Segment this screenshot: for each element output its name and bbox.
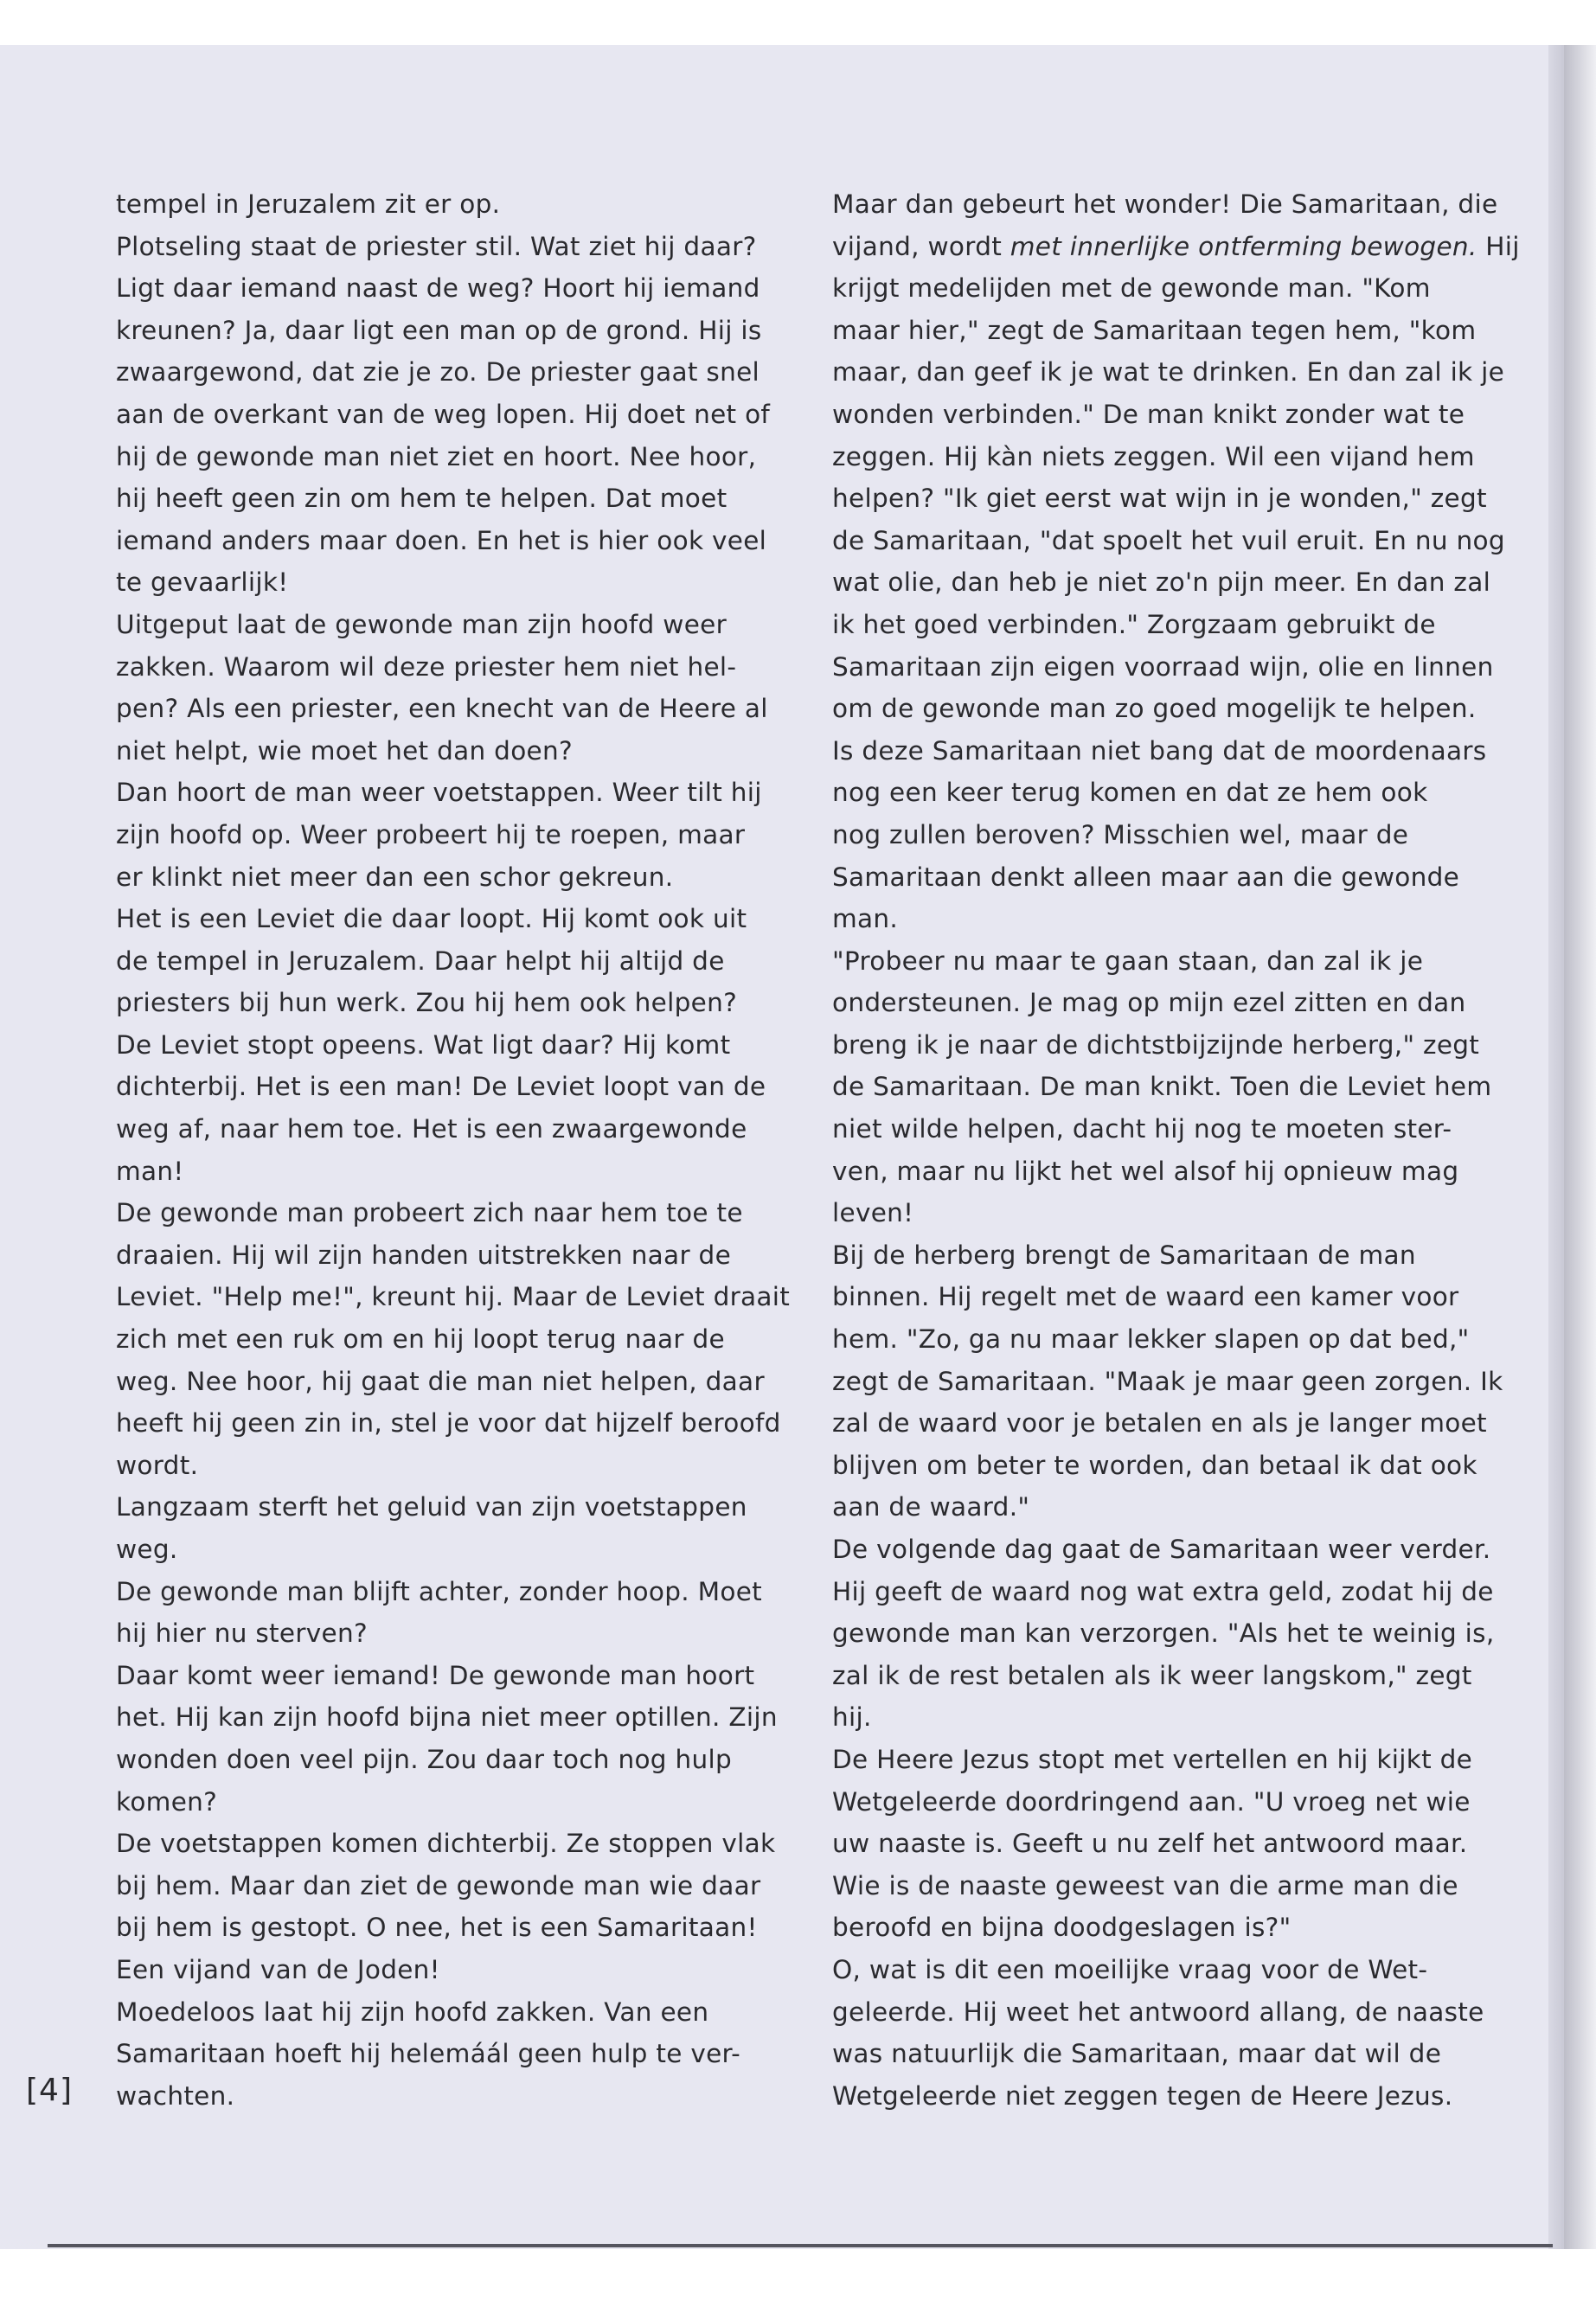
text-line: Wie is de naaste geweest van die arme man die bbox=[832, 1870, 1458, 1900]
text-line: zal de waard voor je betalen en als je langer moet bbox=[832, 1408, 1487, 1439]
text-line: heeft hij geen zin in, stel je voor dat hijzelf beroofd bbox=[116, 1408, 781, 1439]
text-line: Dan hoort de man weer voetstappen. Weer tilt hij bbox=[116, 778, 762, 808]
text-line: wat olie, dan heb je niet zo'n pijn meer. En dan zal bbox=[832, 567, 1491, 598]
text-line: hij de gewonde man niet ziet en hoort. Nee hoor, bbox=[116, 441, 757, 471]
text-line: iemand anders maar doen. En het is hier ook veel bbox=[116, 525, 767, 555]
text-line: was natuurlijk die Samaritaan, maar dat wil de bbox=[832, 2039, 1442, 2069]
text-line: De volgende dag gaat de Samaritaan weer verder. bbox=[832, 1535, 1491, 1564]
text-segment: vijand, wordt bbox=[832, 231, 1010, 261]
italic-phrase: met innerlijke ontferming bewogen. bbox=[1010, 231, 1477, 261]
text-line: weg. Nee hoor, hij gaat die man niet helpen, daar bbox=[116, 1366, 765, 1396]
text-line: ik het goed verbinden." Zorgzaam gebruikt de bbox=[832, 609, 1436, 639]
text-line: zal ik de rest betalen als ik weer langskom," zegt bbox=[832, 1660, 1472, 1690]
text-line: te gevaarlijk! bbox=[116, 567, 289, 598]
text-line: nog een keer terug komen en dat ze hem ook bbox=[832, 778, 1428, 808]
text-line: om de gewonde man zo goed mogelijk te helpen. bbox=[832, 694, 1477, 724]
text-line: niet helpt, wie moet het dan doen? bbox=[116, 735, 573, 766]
text-line: weg. bbox=[116, 1535, 178, 1564]
text-line: uw naaste is. Geeft u nu zelf het antwoord maar. bbox=[832, 1829, 1468, 1859]
text-line: man. bbox=[832, 904, 899, 934]
text-line: maar hier," zegt de Samaritaan tegen hem, "kom bbox=[832, 315, 1477, 345]
text-line: krijgt medelijden met de gewonde man. "Kom bbox=[832, 273, 1431, 304]
text-line: "Probeer nu maar te gaan staan, dan zal ik je bbox=[832, 945, 1424, 976]
text-line: komen? bbox=[116, 1786, 218, 1817]
text-line: Bij de herberg brengt de Samaritaan de man bbox=[832, 1240, 1416, 1270]
text-line: Wetgeleerde doordringend aan. "U vroeg net wie bbox=[832, 1786, 1471, 1817]
text-line: weg af, naar hem toe. Het is een zwaargewonde bbox=[116, 1114, 747, 1144]
text-line: ven, maar nu lijkt het wel alsof hij opnieuw mag bbox=[832, 1156, 1459, 1186]
text-line: O, wat is dit een moeilijke vraag voor de Wet- bbox=[832, 1954, 1428, 1984]
text-line: breng ik je naar de dichtstbijzijnde herberg," zegt bbox=[832, 1029, 1480, 1060]
text-line: De Heere Jezus stopt met vertellen en hij kijkt de bbox=[832, 1744, 1473, 1774]
text-line: maar, dan geef ik je wat te drinken. En dan zal ik je bbox=[832, 357, 1505, 388]
text-line bbox=[832, 226, 1520, 268]
text-line: kreunen? Ja, daar ligt een man op de grond. Hij is bbox=[116, 315, 762, 345]
text-line: Maar dan gebeurt het wonder! Die Samaritaan, die bbox=[832, 189, 1498, 219]
text-line: de Samaritaan, "dat spoelt het vuil eruit. En nu nog bbox=[832, 525, 1505, 555]
text-line: hem. "Zo, ga nu maar lekker slapen op dat bed," bbox=[832, 1324, 1470, 1355]
text-line: bij hem. Maar dan ziet de gewonde man wie daar bbox=[116, 1870, 761, 1900]
right-text-column bbox=[832, 183, 1520, 2117]
text-line: zwaargewond, dat zie je zo. De priester gaat snel bbox=[116, 357, 760, 388]
text-line: wonden verbinden." De man knikt zonder wat te bbox=[832, 399, 1465, 429]
text-line: Samaritaan denkt alleen maar aan die gewonde bbox=[832, 862, 1460, 892]
text-line: De gewonde man probeert zich naar hem toe te bbox=[116, 1198, 743, 1228]
text-line: Plotseling staat de priester stil. Wat ziet hij daar? bbox=[116, 231, 757, 261]
text-line: blijven om beter te worden, dan betaal ik dat ook bbox=[832, 1450, 1477, 1480]
text-line: de Samaritaan. De man knikt. Toen die Leviet hem bbox=[832, 1072, 1492, 1102]
text-line: gewonde man kan verzorgen. "Als het te weinig is, bbox=[832, 1618, 1495, 1649]
text-line: draaien. Hij wil zijn handen uitstrekken naar de bbox=[116, 1240, 732, 1270]
page-bottom-edge bbox=[48, 2244, 1553, 2247]
text-line: beroofd en bijna doodgeslagen is?" bbox=[832, 1913, 1292, 1943]
text-line: Langzaam sterft het geluid van zijn voetstappen bbox=[116, 1492, 747, 1522]
text-line: Hij geeft de waard nog wat extra geld, zodat hij de bbox=[832, 1576, 1494, 1606]
text-line: Een vijand van de Joden! bbox=[116, 1954, 440, 1984]
text-line: zeggen. Hij kàn niets zeggen. Wil een vijand hem bbox=[832, 441, 1475, 471]
text-segment: Hij bbox=[1477, 231, 1520, 261]
text-line: helpen? "Ik giet eerst wat wijn in je wonden," zegt bbox=[832, 484, 1487, 514]
page-edge bbox=[1548, 45, 1564, 2249]
text-line: hij heeft geen zin om hem te helpen. Dat moet bbox=[116, 484, 727, 514]
text-line: geleerde. Hij weet het antwoord allang, de naaste bbox=[832, 1997, 1484, 2027]
text-line: er klinkt niet meer dan een schor gekreun. bbox=[116, 862, 674, 892]
page-shadow bbox=[1564, 45, 1596, 2249]
text-line: dichterbij. Het is een man! De Leviet loopt van de bbox=[116, 1072, 766, 1102]
page-number: [4] bbox=[26, 2073, 73, 2108]
text-line: nog zullen beroven? Misschien wel, maar de bbox=[832, 819, 1409, 849]
text-line: priesters bij hun werk. Zou hij hem ook helpen? bbox=[116, 988, 738, 1018]
text-line: bij hem is gestopt. O nee, het is een Samaritaan! bbox=[116, 1913, 758, 1943]
text-line: zegt de Samaritaan. "Maak je maar geen zorgen. Ik bbox=[832, 1366, 1503, 1396]
text-line: de tempel in Jeruzalem. Daar helpt hij altijd de bbox=[116, 945, 725, 976]
text-line: De voetstappen komen dichterbij. Ze stoppen vlak bbox=[116, 1829, 776, 1859]
text-line: wordt. bbox=[116, 1450, 199, 1480]
text-line: binnen. Hij regelt met de waard een kamer voor bbox=[832, 1282, 1459, 1312]
text-line: Uitgeput laat de gewonde man zijn hoofd weer bbox=[116, 609, 727, 639]
text-line: niet wilde helpen, dacht hij nog te moeten ster- bbox=[832, 1114, 1452, 1144]
text-line: aan de overkant van de weg lopen. Hij doet net of bbox=[116, 399, 771, 429]
text-line: Is deze Samaritaan niet bang dat de moordenaars bbox=[832, 735, 1487, 766]
text-line: Wetgeleerde niet zeggen tegen de Heere Jezus. bbox=[832, 2080, 1453, 2111]
text-line: ondersteunen. Je mag op mijn ezel zitten en dan bbox=[832, 988, 1466, 1018]
text-line: Ligt daar iemand naast de weg? Hoort hij iemand bbox=[116, 273, 760, 304]
text-line: Daar komt weer iemand! De gewonde man hoort bbox=[116, 1660, 755, 1690]
text-line: pen? Als een priester, een knecht van de Heere al bbox=[116, 694, 768, 724]
text-line: De gewonde man blijft achter, zonder hoop. Moet bbox=[116, 1576, 763, 1606]
text-line: Leviet. "Help me!", kreunt hij. Maar de Leviet draait bbox=[116, 1282, 791, 1312]
text-line: zijn hoofd op. Weer probeert hij te roepen, maar bbox=[116, 819, 746, 849]
text-line: het. Hij kan zijn hoofd bijna niet meer optillen. Zijn bbox=[116, 1702, 778, 1733]
text-line: zakken. Waarom wil deze priester hem niet hel- bbox=[116, 651, 737, 682]
text-line: hij hier nu sterven? bbox=[116, 1618, 368, 1649]
text-line: tempel in Jeruzalem zit er op. bbox=[116, 189, 501, 219]
text-line: zich met een ruk om en hij loopt terug naar de bbox=[116, 1324, 725, 1355]
text-line: leven! bbox=[832, 1198, 914, 1228]
text-line: wonden doen veel pijn. Zou daar toch nog hulp bbox=[116, 1744, 733, 1774]
text-line: wachten. bbox=[116, 2080, 235, 2111]
text-line: Samaritaan zijn eigen voorraad wijn, olie en linnen bbox=[832, 651, 1494, 682]
text-line: man! bbox=[116, 1156, 184, 1186]
text-line: Het is een Leviet die daar loopt. Hij komt ook uit bbox=[116, 904, 747, 934]
text-line: Moedeloos laat hij zijn hoofd zakken. Van een bbox=[116, 1997, 709, 2027]
text-line: hij. bbox=[832, 1702, 872, 1733]
text-line: De Leviet stopt opeens. Wat ligt daar? Hij komt bbox=[116, 1029, 731, 1060]
text-line: Samaritaan hoeft hij helemáál geen hulp te ver- bbox=[116, 2039, 741, 2069]
left-text-column bbox=[116, 183, 791, 2117]
text-line: aan de waard." bbox=[832, 1492, 1030, 1522]
